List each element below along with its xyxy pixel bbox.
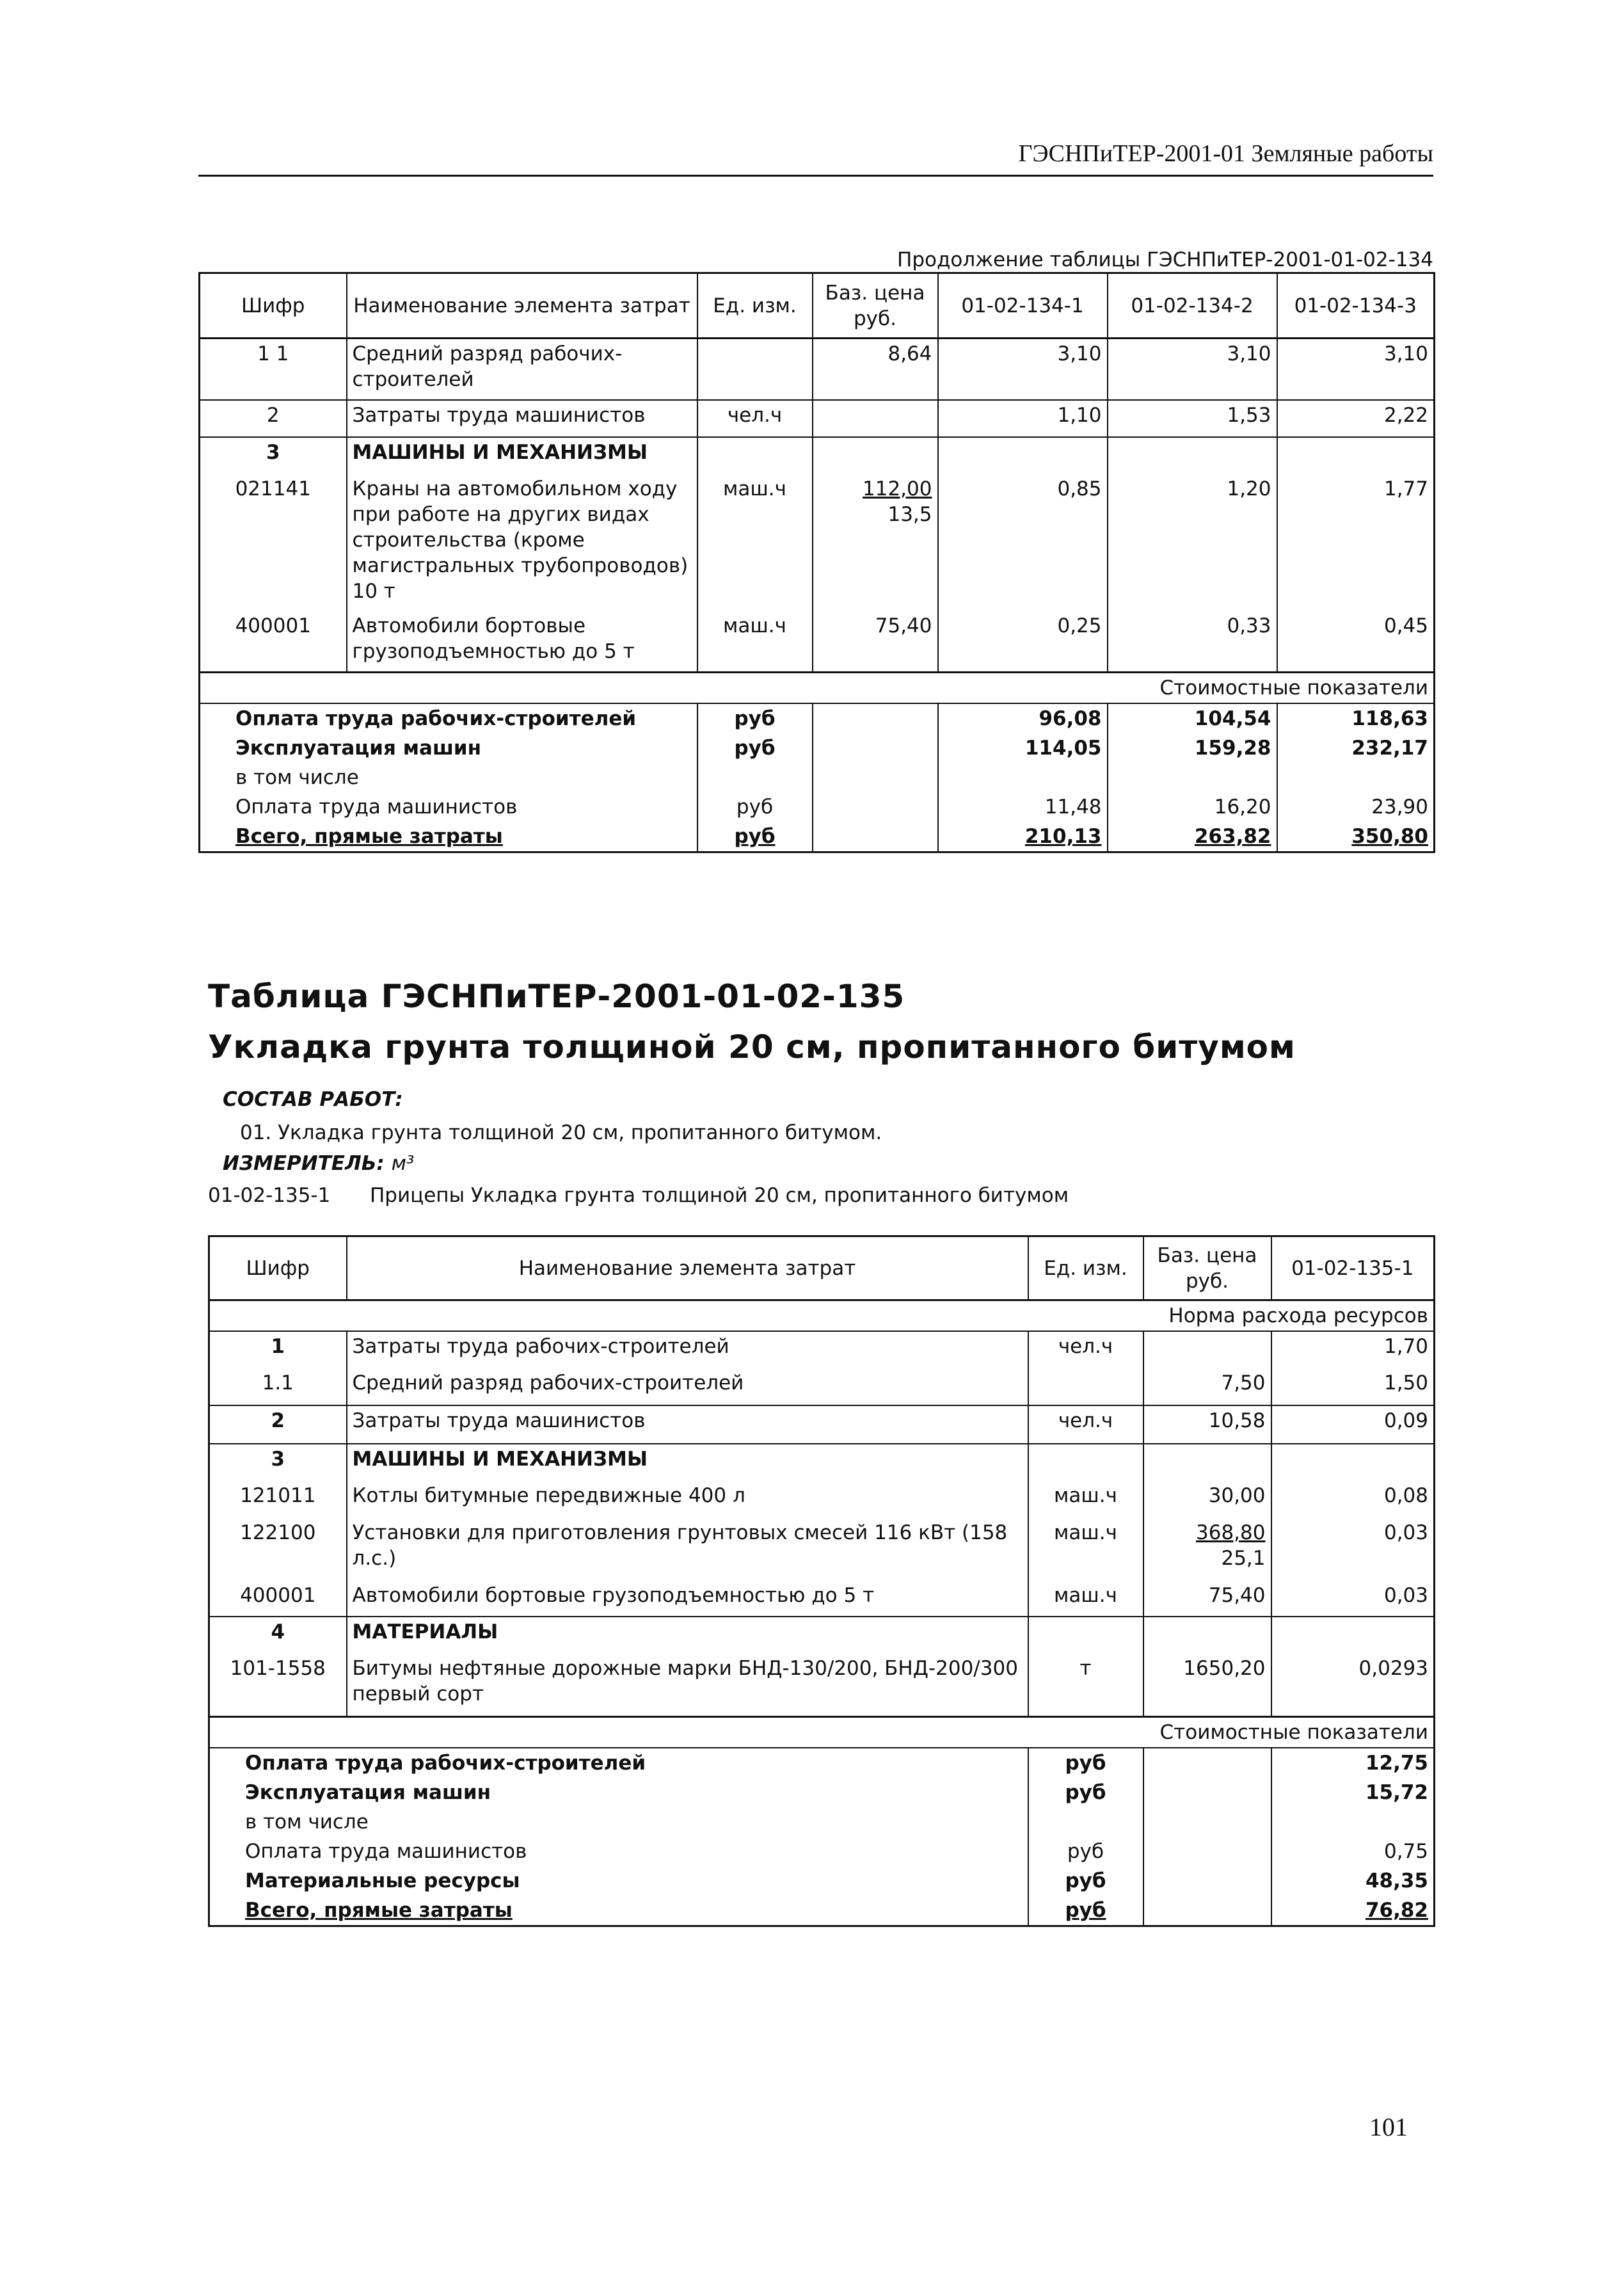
price-value: 368,80 xyxy=(1196,1521,1266,1544)
row-value-2: 3,10 xyxy=(1108,339,1277,400)
cost-price xyxy=(1143,1807,1271,1837)
table-row xyxy=(209,1617,1435,1654)
row-value-1 xyxy=(1271,1444,1435,1481)
row-price xyxy=(1143,1444,1271,1481)
cost-name xyxy=(209,1896,1028,1926)
norm-banner-row xyxy=(209,1300,1435,1332)
row-value-1: 0,25 xyxy=(938,611,1108,673)
table-row xyxy=(200,474,1435,611)
cost-banner: Стоимостные показатели xyxy=(209,1716,1435,1748)
row-price xyxy=(813,474,938,611)
cost-name: Эксплуатация машин xyxy=(209,1778,1028,1807)
cost-value-1 xyxy=(1271,1807,1435,1837)
col-header-name: Наименование элемента затрат xyxy=(347,1236,1028,1300)
norm-banner: Норма расхода ресурсов xyxy=(209,1300,1435,1332)
table-row xyxy=(209,1518,1435,1581)
col-header-name: Наименование элемента затрат xyxy=(347,273,697,339)
cost-name-text: Всего, прямые затраты xyxy=(235,825,503,848)
row-unit: маш.ч xyxy=(1028,1581,1143,1617)
table-row xyxy=(209,1481,1435,1518)
row-value-2: 1,53 xyxy=(1108,400,1277,437)
row-code: 1 1 xyxy=(200,339,347,400)
row-value-1: 0,85 xyxy=(938,474,1108,611)
cost-value-1 xyxy=(938,822,1108,852)
cost-value-2: 159,28 xyxy=(1108,733,1277,763)
row-name: Затраты труда рабочих-строителей xyxy=(347,1331,1028,1368)
cost-unit xyxy=(1028,1896,1143,1926)
page-number: 101 xyxy=(1369,2113,1408,2141)
row-price: 10,58 xyxy=(1143,1405,1271,1444)
row-unit xyxy=(1028,1444,1143,1481)
row-name: МАШИНЫ И МЕХАНИЗМЫ xyxy=(347,1444,1028,1481)
row-value-3: 2,22 xyxy=(1277,400,1435,437)
row-name: Автомобили бортовые грузоподъемностью до 5 т xyxy=(347,1581,1028,1617)
cost-name: в том числе xyxy=(209,1807,1028,1837)
row-code: 2 xyxy=(209,1405,347,1444)
row-code: 101-1558 xyxy=(209,1654,347,1716)
row-code: 122100 xyxy=(209,1518,347,1581)
running-header: ГЭСНПиТЕР-2001-01 Земляные работы xyxy=(1018,140,1433,167)
row-price: 7,50 xyxy=(1143,1368,1271,1405)
row-value-3: 1,77 xyxy=(1277,474,1435,611)
cost-name-text: Всего, прямые затраты xyxy=(245,1898,513,1922)
cost-price xyxy=(1143,1866,1271,1896)
row-name: Установки для приготовления грунтовых смесей 116 кВт (158 л.с.) xyxy=(347,1518,1028,1581)
meter-label: ИЗМЕРИТЕЛЬ: xyxy=(223,1152,385,1175)
row-code: 400001 xyxy=(209,1581,347,1617)
row-code: 400001 xyxy=(200,611,347,673)
row-value-1: 1,50 xyxy=(1271,1368,1435,1405)
work-composition-item: 01. Укладка грунта толщиной 20 см, пропитанного битумом. xyxy=(240,1121,882,1144)
cost-price xyxy=(1143,1896,1271,1926)
cost-row xyxy=(209,1866,1435,1896)
cost-unit: руб xyxy=(697,792,813,822)
table-row xyxy=(209,1368,1435,1405)
cost-unit: руб xyxy=(697,733,813,763)
row-unit: чел.ч xyxy=(697,400,813,437)
table-continuation-caption: Продолжение таблицы ГЭСНПиТЕР-2001-01-02-134 xyxy=(897,248,1433,271)
cost-name: Оплата труда рабочих-строителей xyxy=(209,1748,1028,1778)
row-name: Средний разряд рабочих-строителей xyxy=(347,339,697,400)
cost-value-1 xyxy=(1271,1896,1435,1926)
row-unit: маш.ч xyxy=(697,474,813,611)
cost-row xyxy=(209,1748,1435,1778)
row-value-2: 1,20 xyxy=(1108,474,1277,611)
col-header-c2: 01-02-134-2 xyxy=(1108,273,1277,339)
cost-row-total xyxy=(200,822,1435,852)
norm-code: 01-02-135-1 xyxy=(208,1184,331,1207)
table-row xyxy=(209,1581,1435,1617)
row-unit: т xyxy=(1028,1654,1143,1716)
table-row xyxy=(209,1654,1435,1716)
price-secondary-value: 25,1 xyxy=(1221,1547,1266,1570)
cost-value-3 xyxy=(1277,822,1435,852)
cost-name xyxy=(200,822,697,852)
col-header-code: Шифр xyxy=(209,1236,347,1300)
row-code: 2 xyxy=(200,400,347,437)
row-name: МАТЕРИАЛЫ xyxy=(347,1617,1028,1654)
cost-value-text: 76,82 xyxy=(1365,1898,1428,1922)
cost-value-1: 0,75 xyxy=(1271,1837,1435,1866)
cost-value-1: 114,05 xyxy=(938,733,1108,763)
header-rule xyxy=(198,175,1433,177)
cost-unit xyxy=(697,763,813,792)
cost-unit: руб xyxy=(1028,1748,1143,1778)
cost-price xyxy=(813,703,938,733)
row-name: Битумы нефтяные дорожные марки БНД-130/200, БНД-200/300 первый сорт xyxy=(347,1654,1028,1716)
table-row xyxy=(209,1444,1435,1481)
row-name: Средний разряд рабочих-строителей xyxy=(347,1368,1028,1405)
price-value: 112,00 xyxy=(863,477,932,500)
table-row xyxy=(209,1331,1435,1368)
row-name: Краны на автомобильном ходу при работе на других видах строительства (кроме магистральных трубопроводов) 10 т xyxy=(347,474,697,611)
cost-value-text: 350,80 xyxy=(1351,825,1428,848)
cost-unit: руб xyxy=(697,703,813,733)
cost-unit xyxy=(697,822,813,852)
col-header-unit: Ед. изм. xyxy=(1028,1236,1143,1300)
cost-value-text: 263,82 xyxy=(1194,825,1271,848)
col-header-price: Баз. цена руб. xyxy=(813,273,938,339)
cost-unit: руб xyxy=(1028,1837,1143,1866)
cost-price xyxy=(1143,1837,1271,1866)
cost-row xyxy=(200,763,1435,792)
row-name: Автомобили бортовые грузоподъемностью до 5 т xyxy=(347,611,697,673)
row-code: 1 xyxy=(209,1331,347,1368)
row-unit xyxy=(697,437,813,474)
cost-price xyxy=(813,733,938,763)
row-price: 30,00 xyxy=(1143,1481,1271,1518)
row-value-2: 0,33 xyxy=(1108,611,1277,673)
row-name: Затраты труда машинистов xyxy=(347,400,697,437)
table-row xyxy=(200,437,1435,474)
table-row xyxy=(200,400,1435,437)
cost-value-1 xyxy=(938,763,1108,792)
cost-unit-text: руб xyxy=(1065,1898,1106,1922)
col-header-unit: Ед. изм. xyxy=(697,273,813,339)
row-code: 1.1 xyxy=(209,1368,347,1405)
row-unit: маш.ч xyxy=(697,611,813,673)
row-value-3: 0,45 xyxy=(1277,611,1435,673)
row-value-1: 0,03 xyxy=(1271,1581,1435,1617)
cost-price xyxy=(1143,1778,1271,1807)
cost-value-3: 118,63 xyxy=(1277,703,1435,733)
table-subtitle: Укладка грунта толщиной 20 см, пропитанного битумом xyxy=(208,1028,1296,1066)
row-value-3 xyxy=(1277,437,1435,474)
cost-value-1: 11,48 xyxy=(938,792,1108,822)
cost-price xyxy=(813,792,938,822)
cost-row xyxy=(200,733,1435,763)
row-price: 75,40 xyxy=(813,611,938,673)
row-value-1: 1,10 xyxy=(938,400,1108,437)
table-row xyxy=(200,611,1435,673)
row-price: 8,64 xyxy=(813,339,938,400)
row-value-1: 0,09 xyxy=(1271,1405,1435,1444)
cost-unit: руб xyxy=(1028,1866,1143,1896)
cost-value-2 xyxy=(1108,763,1277,792)
col-header-c1: 01-02-135-1 xyxy=(1271,1236,1435,1300)
resource-table-134 xyxy=(198,272,1435,853)
cost-row xyxy=(200,703,1435,733)
row-value-2 xyxy=(1108,437,1277,474)
row-price xyxy=(1143,1518,1271,1581)
row-name: Затраты труда машинистов xyxy=(347,1405,1028,1444)
meter-unit: м³ xyxy=(391,1152,415,1175)
meter-line xyxy=(223,1152,414,1175)
row-value-1: 0,0293 xyxy=(1271,1654,1435,1716)
col-header-c1: 01-02-134-1 xyxy=(938,273,1108,339)
cost-unit: руб xyxy=(1028,1778,1143,1807)
row-value-1: 0,03 xyxy=(1271,1518,1435,1581)
cost-name: Оплата труда машинистов xyxy=(209,1837,1028,1866)
cost-value-1: 96,08 xyxy=(938,703,1108,733)
row-unit xyxy=(1028,1368,1143,1405)
col-header-code: Шифр xyxy=(200,273,347,339)
cost-value-3: 232,17 xyxy=(1277,733,1435,763)
row-code: 3 xyxy=(200,437,347,474)
table-row xyxy=(200,339,1435,400)
row-price: 75,40 xyxy=(1143,1581,1271,1617)
row-value-1: 1,70 xyxy=(1271,1331,1435,1368)
row-unit: чел.ч xyxy=(1028,1331,1143,1368)
cost-banner-row xyxy=(209,1716,1435,1748)
row-code: 021141 xyxy=(200,474,347,611)
row-unit: маш.ч xyxy=(1028,1518,1143,1581)
table-row xyxy=(209,1405,1435,1444)
cost-value-3 xyxy=(1277,763,1435,792)
row-value-1: 0,08 xyxy=(1271,1481,1435,1518)
row-unit: маш.ч xyxy=(1028,1481,1143,1518)
cost-value-1: 12,75 xyxy=(1271,1748,1435,1778)
cost-banner-row xyxy=(200,673,1435,704)
row-unit xyxy=(697,339,813,400)
cost-name: Эксплуатация машин xyxy=(200,733,697,763)
price-secondary-value: 13,5 xyxy=(888,502,932,526)
cost-value-text: 210,13 xyxy=(1024,825,1102,848)
work-composition-label: СОСТАВ РАБОТ: xyxy=(223,1088,403,1111)
cost-name: в том числе xyxy=(200,763,697,792)
resource-table-135 xyxy=(208,1235,1435,1927)
cost-value-2 xyxy=(1108,822,1277,852)
cost-value-3: 23,90 xyxy=(1277,792,1435,822)
row-value-1 xyxy=(1271,1617,1435,1654)
cost-value-2: 104,54 xyxy=(1108,703,1277,733)
cost-row xyxy=(209,1778,1435,1807)
table-header-row xyxy=(200,273,1435,339)
cost-name: Материальные ресурсы xyxy=(209,1866,1028,1896)
cost-unit-text: руб xyxy=(734,825,776,848)
row-name: Котлы битумные передвижные 400 л xyxy=(347,1481,1028,1518)
row-unit: чел.ч xyxy=(1028,1405,1143,1444)
row-code: 3 xyxy=(209,1444,347,1481)
row-code: 121011 xyxy=(209,1481,347,1518)
row-value-1: 3,10 xyxy=(938,339,1108,400)
norm-description: Прицепы Укладка грунта толщиной 20 см, пропитанного битумом xyxy=(370,1184,1069,1207)
cost-row xyxy=(200,792,1435,822)
row-price xyxy=(813,400,938,437)
row-code: 4 xyxy=(209,1617,347,1654)
row-price xyxy=(1143,1617,1271,1654)
cost-row-total xyxy=(209,1896,1435,1926)
cost-value-1: 48,35 xyxy=(1271,1866,1435,1896)
row-name: МАШИНЫ И МЕХАНИЗМЫ xyxy=(347,437,697,474)
col-header-price: Баз. цена руб. xyxy=(1143,1236,1271,1300)
row-price xyxy=(1143,1331,1271,1368)
col-header-c3: 01-02-134-3 xyxy=(1277,273,1435,339)
cost-row xyxy=(209,1837,1435,1866)
cost-value-1: 15,72 xyxy=(1271,1778,1435,1807)
table-header-row xyxy=(209,1236,1435,1300)
cost-name: Оплата труда машинистов xyxy=(200,792,697,822)
row-value-3: 3,10 xyxy=(1277,339,1435,400)
cost-banner: Стоимостные показатели xyxy=(200,673,1435,704)
row-price xyxy=(813,437,938,474)
cost-name: Оплата труда рабочих-строителей xyxy=(200,703,697,733)
cost-row xyxy=(209,1807,1435,1837)
cost-price xyxy=(1143,1748,1271,1778)
cost-value-2: 16,20 xyxy=(1108,792,1277,822)
row-price: 1650,20 xyxy=(1143,1654,1271,1716)
row-value-1 xyxy=(938,437,1108,474)
cost-unit xyxy=(1028,1807,1143,1837)
row-unit xyxy=(1028,1617,1143,1654)
table-title: Таблица ГЭСНПиТЕР-2001-01-02-135 xyxy=(208,978,905,1015)
cost-price xyxy=(813,822,938,852)
cost-price xyxy=(813,763,938,792)
